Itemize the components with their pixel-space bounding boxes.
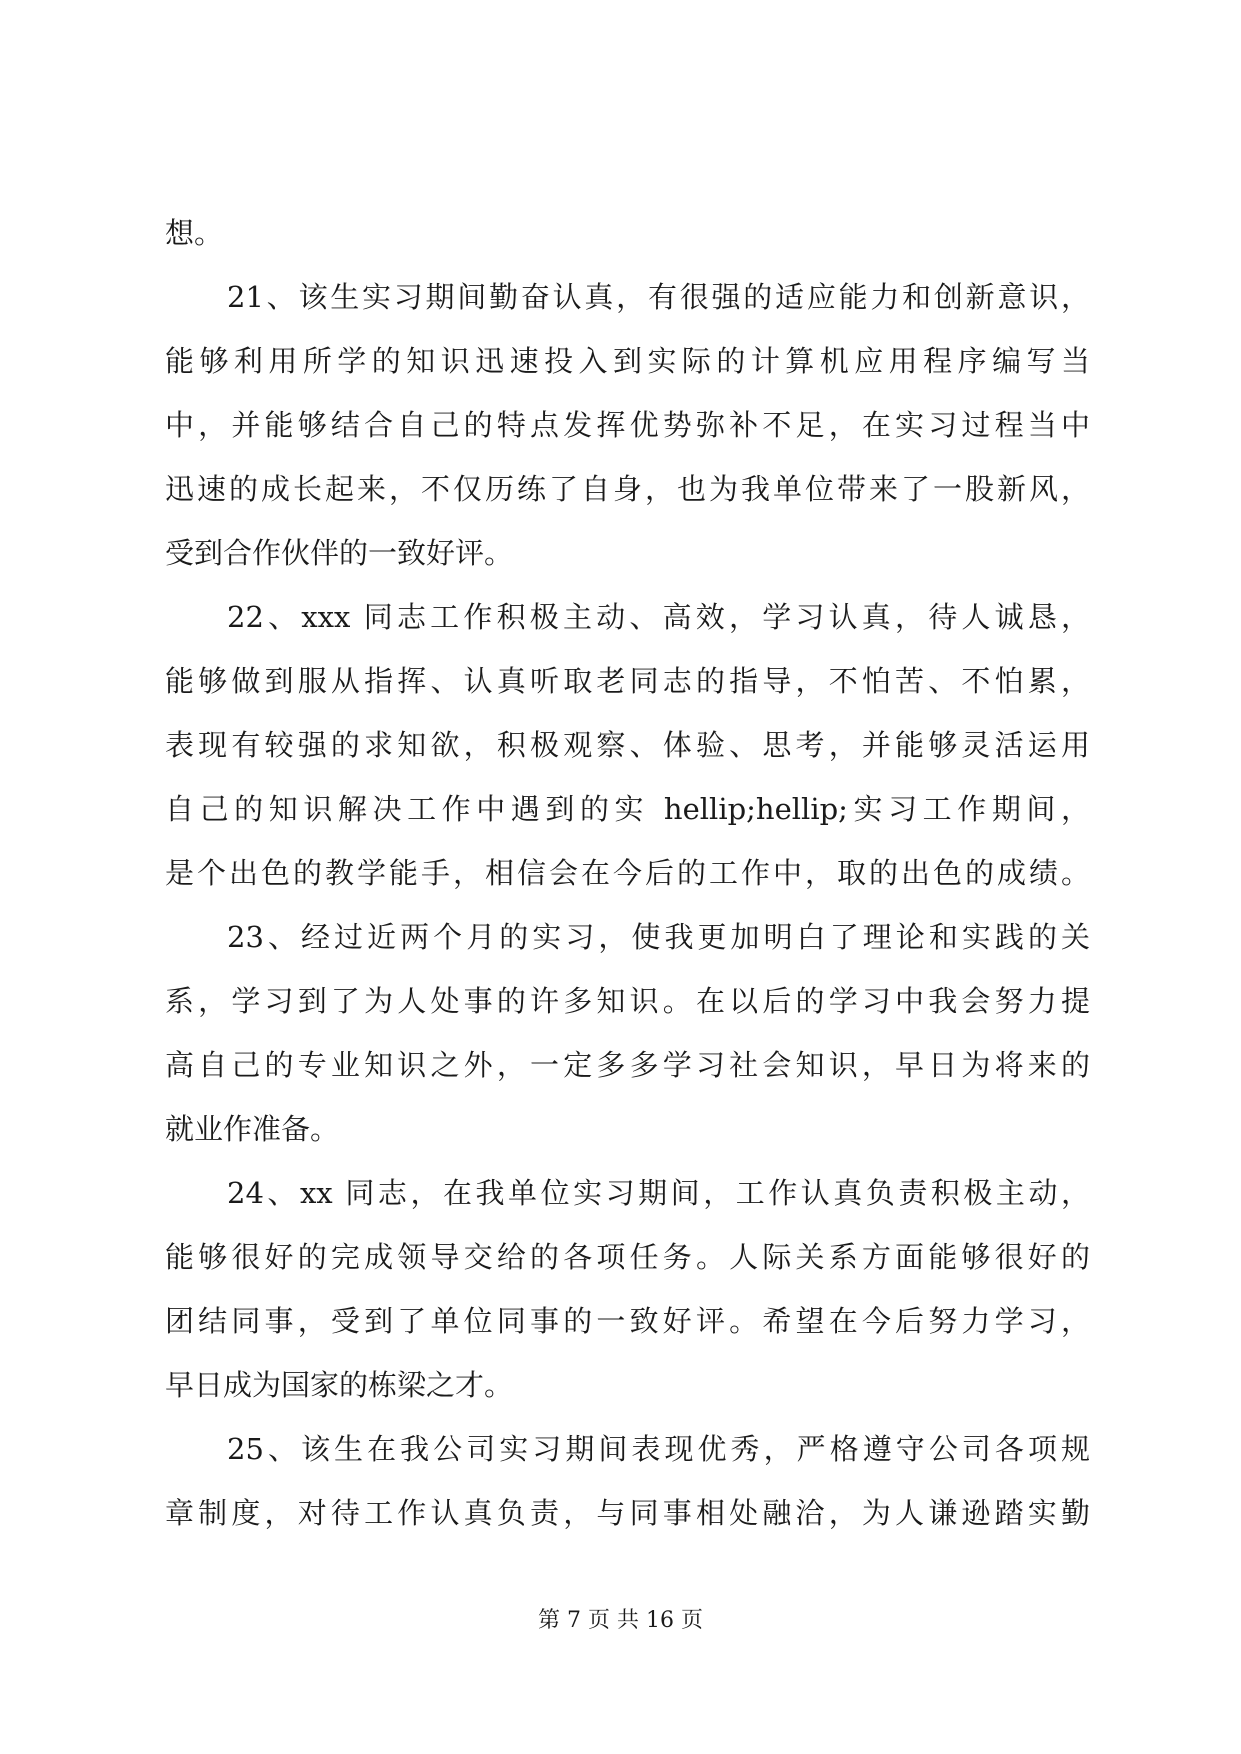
text-line: 表现有较强的求知欲，积极观察、体验、思考，并能够灵活运用 xyxy=(165,728,1090,762)
page-number-footer: 第 7 页 共 16 页 xyxy=(538,1608,703,1633)
text-line: 能够做到服从指挥、认真听取老同志的指导，不怕苦、不怕累， xyxy=(165,664,1090,698)
text-line: 章制度，对待工作认真负责，与同事相处融洽，为人谦逊踏实勤 xyxy=(165,1496,1090,1530)
text-line: 团结同事，受到了单位同事的一致好评。希望在今后努力学习， xyxy=(165,1304,1090,1338)
text-line: 系，学习到了为人处事的许多知识。在以后的学习中我会努力提 xyxy=(165,984,1090,1018)
text-line: 高自己的专业知识之外，一定多多学习社会知识，早日为将来的 xyxy=(165,1048,1090,1082)
text-line: 早日成为国家的栋梁之才。 xyxy=(165,1368,514,1402)
text-line: 21、该生实习期间勤奋认真，有很强的适应能力和创新意识， xyxy=(227,280,1090,314)
text-line: 想。 xyxy=(165,216,224,250)
body-text xyxy=(165,201,1090,1545)
text-line: 就业作准备。 xyxy=(165,1112,340,1146)
text-line: 是个出色的教学能手，相信会在今后的工作中，取的出色的成绩。 xyxy=(165,856,1090,890)
text-line: 受到合作伙伴的一致好评。 xyxy=(165,536,514,570)
text-line: 迅速的成长起来，不仅历练了自身，也为我单位带来了一股新风， xyxy=(165,472,1090,506)
text-line: 能够利用所学的知识迅速投入到实际的计算机应用程序编写当 xyxy=(165,344,1090,378)
text-line: 24、xx 同志，在我单位实习期间，工作认真负责积极主动， xyxy=(227,1176,1090,1210)
text-line: 能够很好的完成领导交给的各项任务。人际关系方面能够很好的 xyxy=(165,1240,1090,1274)
text-line: 中，并能够结合自己的特点发挥优势弥补不足，在实习过程当中 xyxy=(165,408,1090,442)
text-line: 23、经过近两个月的实习，使我更加明白了理论和实践的关 xyxy=(227,920,1090,954)
text-line: 22、xxx 同志工作积极主动、高效，学习认真，待人诚恳， xyxy=(227,600,1090,634)
text-line: 25、该生在我公司实习期间表现优秀，严格遵守公司各项规 xyxy=(227,1432,1090,1466)
text-line: 自己的知识解决工作中遇到的实 hellip;hellip;实习工作期间， xyxy=(165,792,1090,826)
